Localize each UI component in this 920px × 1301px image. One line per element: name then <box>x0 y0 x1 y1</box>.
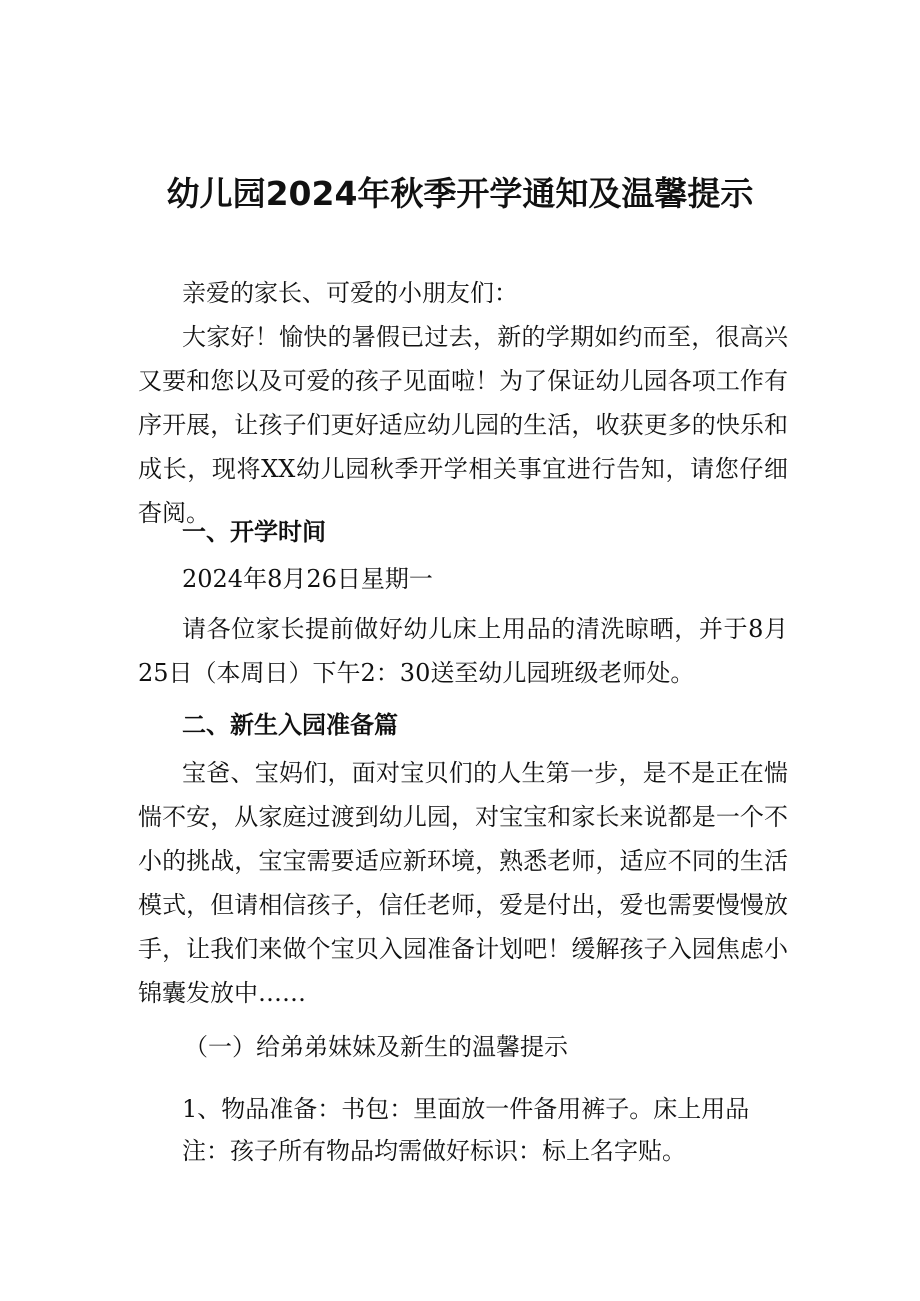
section-2-heading: 二、新生入园准备篇 <box>182 711 398 739</box>
section-2-body: 宝爸、宝妈们，面对宝贝们的人生第一步，是不是正在惴惴不安，从家庭过渡到幼儿园，对宝宝和家长来说都是一个不小的挑战，宝宝需要适应新环境，熟悉老师，适应不同的生活模式，但请相信孩子，信任老师，爱是付出，爱也需要慢慢放手，让我们来做个宝贝入园准备计划吧！缓解孩子入园焦虑小锦囊发放中…… <box>138 759 788 1007</box>
intro-paragraph: 大家好！愉快的暑假已过去，新的学期如约而至，很高兴又要和您以及可爱的孩子见面啦！为了保证幼儿园各项工作有序开展，让孩子们更好适应幼儿园的生活，收获更多的快乐和成长，现将XX幼儿园秋季开学相关事宜进行告知，请您仔细杳阅。 <box>138 323 788 527</box>
item-1-note: 注：孩子所有物品均需做好标识：标上名字贴。 <box>182 1137 686 1165</box>
document-title: 幼儿园2024年秋季开学通知及温馨提示 <box>166 174 754 213</box>
subsection-heading: （一）给弟弟妹妹及新生的温馨提示 <box>184 1033 568 1061</box>
bedding-note: 请各位家长提前做好幼儿床上用品的清洗晾晒，并于8月25日（本周日）下午2：30送至幼儿园班级老师处。 <box>138 615 788 687</box>
item-1: 1、物品准备：书包：里面放一件备用裤子。床上用品 <box>182 1095 750 1123</box>
section-1-heading: 一、开学时间 <box>182 518 326 546</box>
start-date: 2024年8月26日星期一 <box>182 565 433 593</box>
greeting: 亲爱的家长、可爱的小朋友们： <box>182 279 518 307</box>
